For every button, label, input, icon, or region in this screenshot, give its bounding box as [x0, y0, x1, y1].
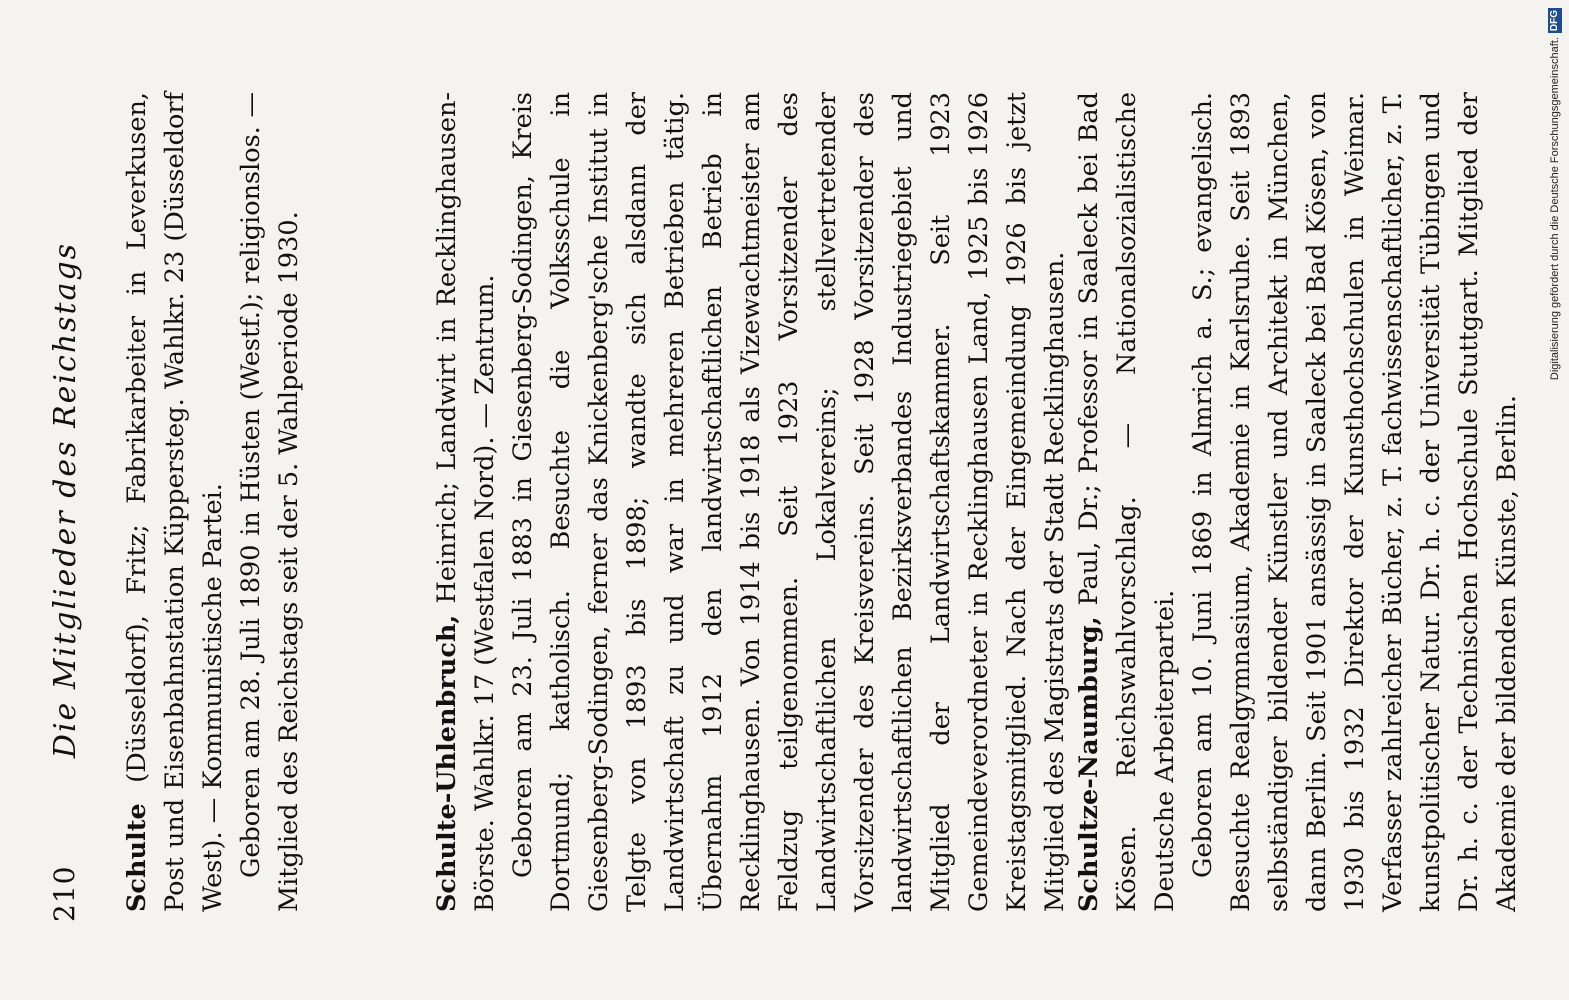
entry-name: Schulte-Uhlenbruch,	[432, 614, 462, 912]
entry-name: Schulte	[122, 803, 152, 912]
entry-intro	[1070, 92, 1184, 912]
biography-entry	[1070, 92, 1526, 912]
entry-body: Geboren am 28. Juli 1890 in Hüsten (Westf.); religionslos. — Mitglied des Reichstags seit der 5. Wahlperiode 1930.	[236, 92, 304, 912]
running-head	[48, 60, 88, 940]
running-head-title: Die Mitglieder des Reichstags	[48, 241, 83, 759]
page-number: 210	[48, 865, 81, 922]
digitization-notice	[1544, 8, 1566, 998]
digitization-notice-text: Digitalisierung gefördert durch die Deutsche Forschungsgemeinschaft.	[1549, 37, 1561, 381]
biography-entry	[428, 92, 1074, 912]
entry-name: Schultze-Naumburg,	[1074, 616, 1104, 912]
entry-intro-text: Heinrich; Landwirt in Recklinghausen-Börste. Wahlkr. 17 (Westfalen Nord). — Zentrum.	[432, 91, 500, 912]
entry-intro	[118, 92, 232, 912]
dfg-logo: DFG	[1549, 10, 1561, 32]
entry-intro-text: Paul, Dr.; Professor in Saaleck bei Bad Kösen. Reichswahlvorschlag. — Nationalsozialistische Deutsche Arbeiterpartei.	[1074, 91, 1180, 912]
entry-body: Geboren am 23. Juli 1883 in Giesenberg-Sodingen, Kreis Dortmund; katholisch. Besuchte die Volksschule in Giesenberg-Sodingen, ferner das Knickenberg'sche Institut in Telgte von 1893 bis 1898; wandte sich alsdann der Landwirtschaft zu und war in mehreren Betrieben tätig. Übernahm 1912 den landwirtschaftlichen Betrieb in Recklinghausen. Von 1914 bis 1918 als Vizewachtmeister am Feldzug teilgenommen. Seit 1923 Vorsitzender des Landwirtschaftlichen Lokalvereins; stellvertretender Vorsitzender des Kreisvereins. Seit 1928 Vorsitzender des landwirtschaftlichen Bezirksverbandes Industriegebiet und Mitglied der Landwirtschaftskammer. Seit 1923 Gemeindeverordneter in Recklinghausen Land, 1925 bis 1926 Kreistagsmitglied. Nach der Eingemeindung 1926 bis jetzt Mitglied des Magistrats der Stadt Recklinghausen.	[508, 92, 1070, 912]
entry-body: Geboren am 10. Juni 1869 in Almrich a. S.; evangelisch. Besuchte Realgymnasium, Akademie in Karlsruhe. Seit 1893 selbständiger bildender Künstler und Architekt in München, dann Berlin. Seit 1901 ansässig in Saaleck bei Bad Kösen, von 1930 bis 1932 Direktor der Kunsthochschulen in Weimar. Verfasser zahlreicher Bücher, z. T. fachwissenschaftlicher, z. T. kunstpolitischer Natur. Dr. h. c. der Universität Tübingen und Dr. h. c. der Technischen Hochschule Stuttgart. Mitglied der Akademie der bildenden Künste, Berlin.	[1188, 92, 1522, 912]
biography-entry	[118, 92, 308, 912]
entry-intro-text: (Düsseldorf), Fritz; Fabrikarbeiter in Leverkusen, Post und Eisenbahnstation Küppersteg. Wahlkr. 23 (Düsseldorf West). — Kommunistische Partei.	[122, 92, 228, 912]
entry-intro	[428, 92, 504, 912]
